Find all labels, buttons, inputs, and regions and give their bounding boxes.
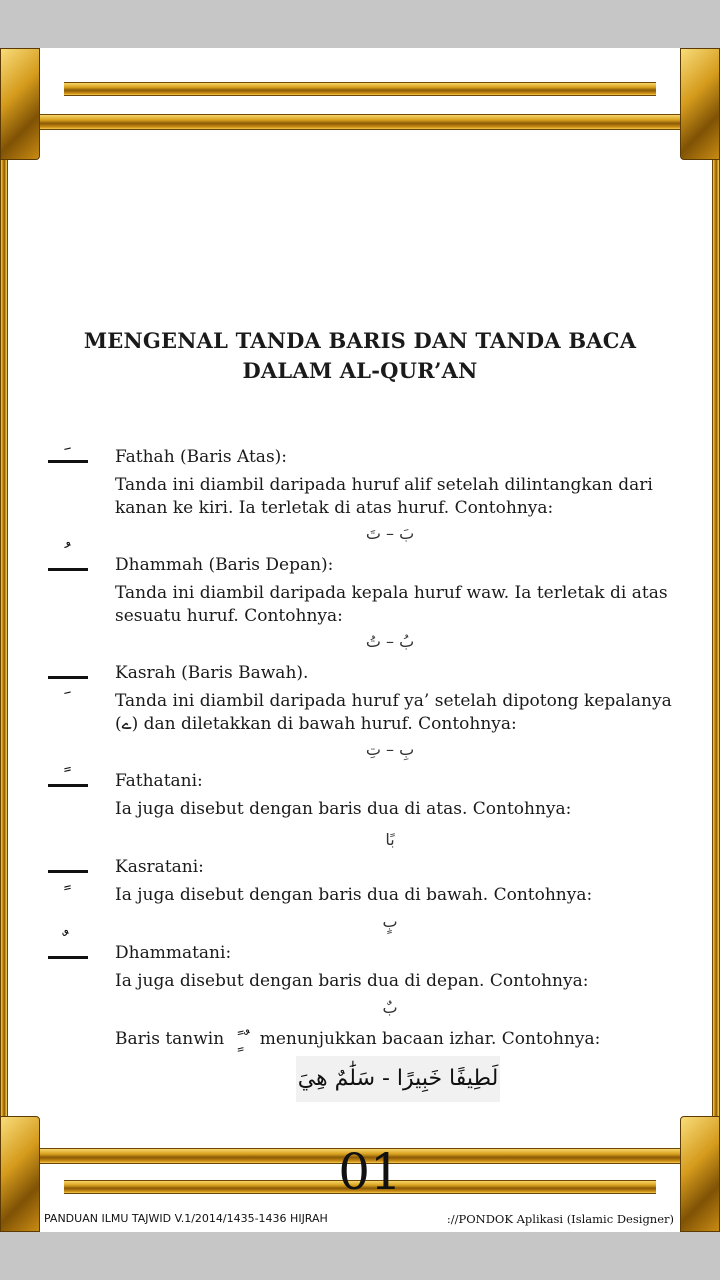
- tanwin-arabic-example: لَطِيفًا خَبِيرًا - سَلَٰمٌ هِيَ: [296, 1056, 500, 1102]
- page-title: [80, 326, 640, 386]
- page-number: 01: [338, 1143, 402, 1201]
- tanwin-tail-text: menunjukkan bacaan izhar. Contohnya:: [259, 1029, 601, 1049]
- entry-example: بًا: [385, 830, 395, 849]
- entry-description: Tanda ini diambil daripada huruf alif setelah dilintangkan dari kanan ke kiri. Ia terletak di atas huruf. Contohnya:: [115, 475, 653, 518]
- entry-example: بَ – تَ: [365, 524, 415, 543]
- entry-description: Ia juga disebut dengan baris dua di atas. Contohnya:: [115, 799, 572, 819]
- mark-baseline: [48, 784, 88, 787]
- entry-example: بِ – تِ: [365, 740, 415, 759]
- document-page: [0, 48, 720, 1232]
- mark-baseline: [48, 870, 88, 873]
- title-line-1: MENGENAL TANDA BARIS DAN TANDA BACA: [83, 328, 637, 353]
- entry-heading: Dhammatani:: [115, 943, 232, 963]
- entry-heading: Kasrah (Baris Bawah).: [115, 663, 309, 683]
- entry-description: Tanda ini diambil daripada huruf ya’ setelah dipotong kepalanya (ے) dan diletakkan di bawah huruf. Contohnya:: [115, 691, 672, 734]
- entry-description: Tanda ini diambil daripada kepala huruf waw. Ia terletak di atas sesuatu huruf. Contohnya:: [115, 583, 668, 626]
- title-line-2: DALAM AL-QUR’AN: [242, 358, 478, 383]
- entry-heading: Fathah (Baris Atas):: [115, 447, 288, 467]
- page-content: [0, 48, 720, 1232]
- entry-heading: Kasratani:: [115, 857, 204, 877]
- entry-heading: Dhammah (Baris Depan):: [115, 555, 334, 575]
- entry-example: بٌ: [382, 998, 398, 1017]
- mark-baseline: [48, 956, 88, 959]
- mark-baseline: [48, 676, 88, 679]
- entry-example: بُ – تُ: [365, 632, 415, 651]
- footer-publisher: ://PONDOK Aplikasi (Islamic Designer): [446, 1212, 674, 1226]
- footer-book-title: PANDUAN ILMU TAJWID V.1/2014/1435-1436 HIJRAH: [44, 1212, 328, 1225]
- entry-description: Ia juga disebut dengan baris dua di bawah. Contohnya:: [115, 885, 593, 905]
- tanwin-marks: ٍ ً ٌ: [235, 1028, 249, 1052]
- tanwin-lead-text: Baris tanwin: [115, 1029, 225, 1049]
- mark-baseline: [48, 460, 88, 463]
- tanwin-statement: [115, 1028, 695, 1052]
- entry-heading: Fathatani:: [115, 771, 203, 791]
- entry-example: بٍ: [382, 912, 398, 931]
- entry-description: Ia juga disebut dengan baris dua di depan. Contohnya:: [115, 971, 589, 991]
- mark-baseline: [48, 568, 88, 571]
